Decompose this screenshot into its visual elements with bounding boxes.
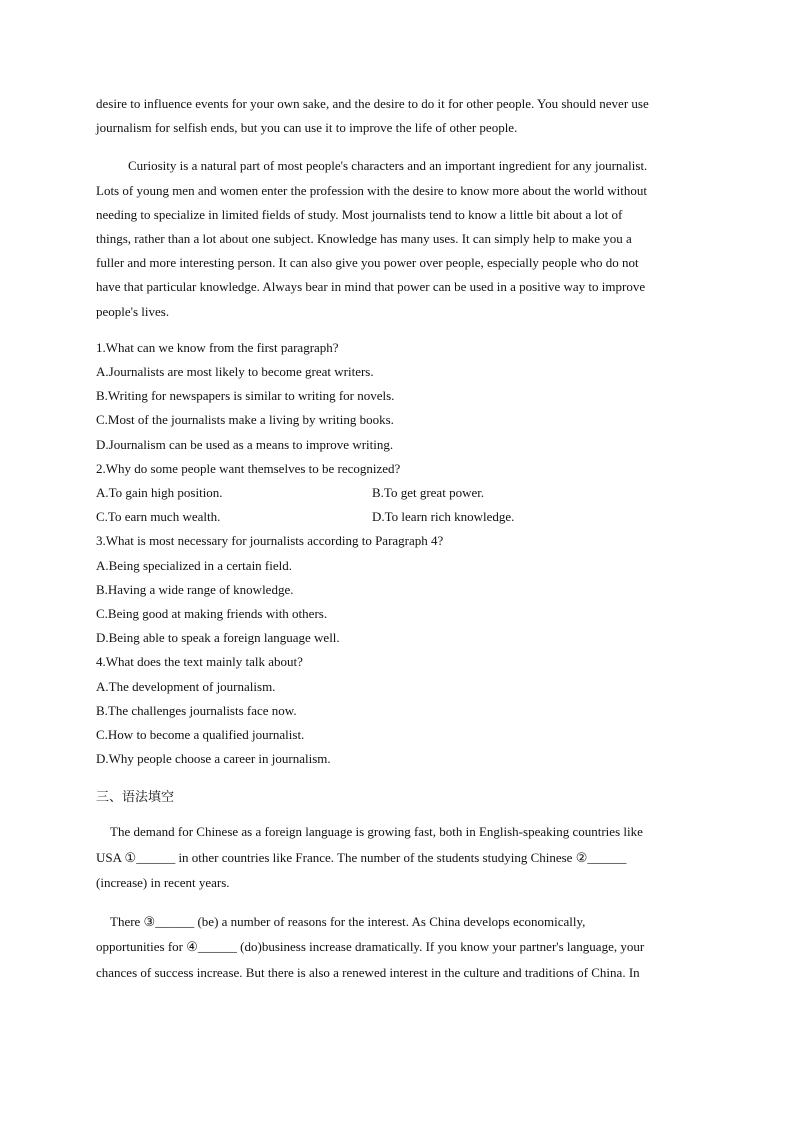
grammar-fill-paragraph-2 — [96, 909, 696, 986]
option-b: B.Having a wide range of knowledge. — [96, 581, 294, 597]
text-line: have that particular knowledge. Always bear in mind that power can be used in a positive way to improve — [96, 279, 646, 295]
question-stem: 3.What is most necessary for journalists according to Paragraph 4? — [96, 533, 444, 549]
text-line: journalism for selfish ends, but you can use it to improve the life of other people. — [96, 120, 518, 136]
text-line: needing to specialize in limited fields of study. Most journalists tend to know a little bit about a lot of — [96, 206, 623, 222]
text-line: The demand for Chinese as a foreign language is growing fast, both in English-speaking countries like — [110, 824, 643, 840]
option-a: A.Journalists are most likely to become great writers. — [96, 364, 374, 380]
question-stem: 4.What does the text mainly talk about? — [96, 654, 303, 670]
passage-paragraph-1 — [96, 92, 696, 140]
option-c: C.How to become a qualified journalist. — [96, 727, 305, 743]
option-d: D.To learn rich knowledge. — [372, 509, 515, 525]
option-b: B.To get great power. — [372, 485, 485, 501]
text-line: fuller and more interesting person. It can also give you power over people, especially people who do not — [96, 255, 639, 271]
passage-paragraph-2 — [96, 154, 696, 323]
section-heading: 三、语法填空 — [96, 790, 175, 806]
text-line: Lots of young men and women enter the profession with the desire to know more about the world without — [96, 182, 647, 198]
question-stem: 1.What can we know from the first paragraph? — [96, 339, 339, 355]
grammar-fill-paragraph-1 — [96, 819, 696, 896]
text-line: things, rather than a lot about one subject. Knowledge has many uses. It can simply help to make you a — [96, 231, 632, 247]
text-line: people's lives. — [96, 303, 170, 319]
text-line: (increase) in recent years. — [96, 875, 230, 891]
option-d: D.Being able to speak a foreign language well. — [96, 630, 340, 646]
option-b: B.Writing for newspapers is similar to writing for novels. — [96, 388, 395, 404]
option-a: A.The development of journalism. — [96, 678, 276, 694]
text-line: USA ①______ in other countries like France. The number of the students studying Chinese ②______ — [96, 849, 627, 865]
option-d: D.Journalism can be used as a means to improve writing. — [96, 436, 394, 452]
question-2 — [96, 457, 696, 530]
question-1 — [96, 336, 696, 457]
option-row — [96, 505, 696, 529]
text-line: There ③______ (be) a number of reasons for the interest. As China develops economically, — [110, 913, 586, 929]
option-c: C.Being good at making friends with others. — [96, 606, 328, 622]
option-d: D.Why people choose a career in journalism. — [96, 751, 331, 767]
option-a: A.To gain high position. — [96, 485, 223, 501]
question-stem: 2.Why do some people want themselves to be recognized? — [96, 460, 401, 476]
option-a: A.Being specialized in a certain field. — [96, 557, 293, 573]
question-list — [96, 336, 696, 772]
document-page — [96, 92, 696, 985]
option-row — [96, 481, 696, 505]
option-c: C.Most of the journalists make a living by writing books. — [96, 412, 394, 428]
text-line: opportunities for ④______ (do)business increase dramatically. If you know your partner's language, your — [96, 939, 645, 955]
text-line: chances of success increase. But there is also a renewed interest in the culture and traditions of China. In — [96, 964, 640, 980]
text-line: desire to influence events for your own sake, and the desire to do it for other people. You should never use — [96, 96, 649, 111]
question-4 — [96, 650, 696, 771]
text-line: Curiosity is a natural part of most people's characters and an important ingredient for any journalist. — [128, 158, 648, 174]
option-c: C.To earn much wealth. — [96, 509, 221, 525]
option-b: B.The challenges journalists face now. — [96, 702, 297, 718]
question-3 — [96, 529, 696, 650]
